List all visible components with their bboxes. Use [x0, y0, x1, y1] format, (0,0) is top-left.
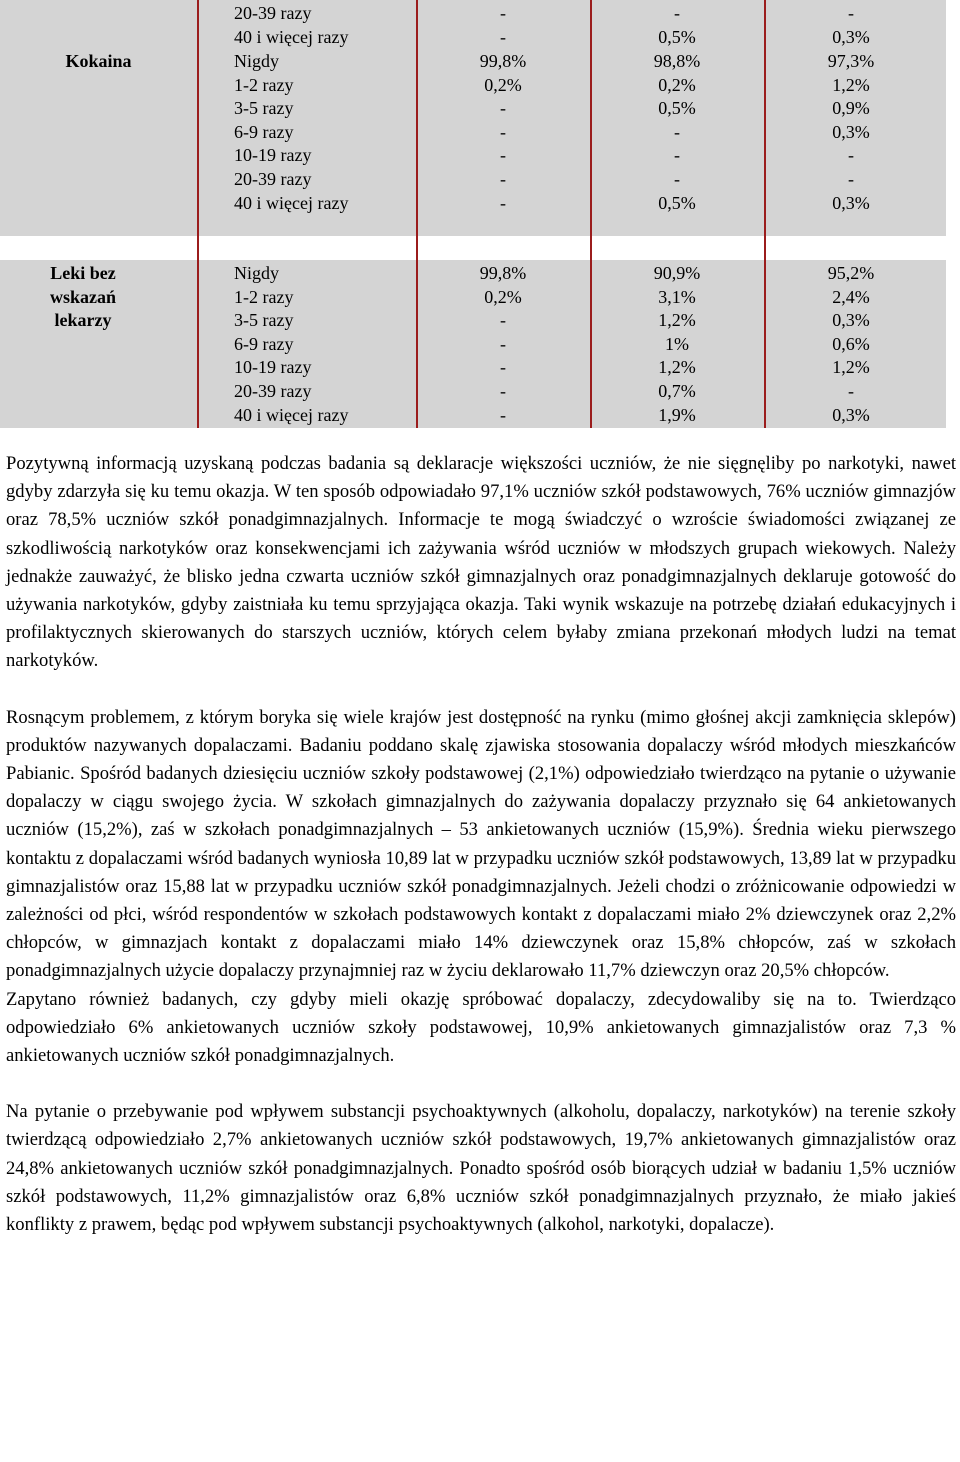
- value-column-primary: [440, 2, 566, 49]
- value-cell: 0,3%: [832, 310, 870, 331]
- value-cell: 0,6%: [832, 333, 870, 354]
- paragraph-school-influence: Na pytanie o przebywanie pod wpływem substancji psychoaktywnych (alkoholu, dopalaczy, narkotyków) na terenie szkoły twierdzącą odpowiedziało 2,7% ankietowanych uczniów szkół podstawowych, 19,7% ankietowanych gimnazjalistów oraz 24,8% ankietowanych uczniów szkół ponadgimnazjalnych. Ponadto spośród osób biorących udział w badaniu 1,5% uczniów szkół podstawowych, 11,2% gimnazjalistów oraz 6,8% uczniów szkół ponadgimnazjalnych przyznało, że miało jakieś konflikty z prawem, będąc pod wpływem substancji psychoaktywnych (alkohol, narkotyki, dopalacze).: [6, 1101, 956, 1236]
- value-cell: 1,2%: [658, 357, 696, 378]
- value-cell: 0,3%: [832, 26, 870, 47]
- value-cell: 1%: [665, 333, 689, 354]
- freq-cell: 40 i więcej razy: [234, 26, 349, 47]
- freq-cell: 20-39 razy: [234, 380, 312, 401]
- substance-label-cocaine: Kokaina: [65, 51, 132, 71]
- value-cell: 95,2%: [827, 263, 875, 283]
- value-cell: -: [674, 121, 680, 142]
- freq-cell: Nigdy: [234, 263, 279, 283]
- value-cell: -: [500, 98, 506, 119]
- value-column-gymnasium: [614, 50, 740, 215]
- value-cell: 99,8%: [479, 51, 527, 71]
- value-cell: 0,2%: [484, 286, 522, 307]
- value-cell: -: [848, 145, 854, 166]
- value-cell: 1,2%: [658, 310, 696, 331]
- column-divider: [416, 0, 418, 428]
- value-column-gymnasium: [614, 262, 740, 427]
- value-cell: 0,2%: [484, 74, 522, 95]
- freq-cell: 40 i więcej razy: [234, 192, 349, 213]
- substance-label-line: lekarzy: [54, 310, 112, 331]
- value-cell: 90,9%: [653, 263, 701, 283]
- value-cell: -: [500, 333, 506, 354]
- freq-cell: 20-39 razy: [234, 168, 312, 189]
- value-column-primary: [440, 262, 566, 427]
- freq-cell: 10-19 razy: [234, 357, 312, 378]
- value-column-secondary: [788, 2, 914, 49]
- value-cell: 0,3%: [832, 404, 870, 425]
- value-cell: 0,5%: [658, 192, 696, 213]
- freq-column: [234, 2, 348, 49]
- document-body: [6, 450, 956, 1239]
- value-cell: 0,3%: [832, 192, 870, 213]
- substance-label-line: Leki bez: [50, 263, 116, 283]
- value-cell: 99,8%: [479, 263, 527, 283]
- value-cell: -: [674, 168, 680, 189]
- value-cell: 2,4%: [832, 286, 870, 307]
- value-cell: -: [500, 121, 506, 142]
- value-cell: 0,2%: [658, 74, 696, 95]
- paragraph-positive-declarations: Pozytywną informacją uzyskaną podczas badania są deklaracje większości uczniów, że nie sięgnęliby po narkotyki, nawet gdyby zdarzyła się ku temu okazja. W ten sposób odpowiadało 97,1% uczniów szkół podstawowych, 76% uczniów gimnazjów oraz 78,5% uczniów szkół ponadgimnazjalnych. Informacje te mogą świadczyć o wzroście świadomości związanej ze szkodliwością narkotyków oraz konsekwencjami ich zażywania wśród uczniów w młodszych grupach wiekowych. Należy jednakże zauważyć, że blisko jedna czwarta uczniów szkół gimnazjalnych oraz ponadgimnazjalnych deklaruje gotowość do używania narkotyków, gdyby zaistniała ku temu sprzyjająca okazja. Taki wynik wskazuje na potrzebę działań edukacyjnych i profilaktycznych skierowanych do starszych uczniów, których celem byłaby zmiana przekonań młodych ludzi na temat narkotyków.: [6, 453, 956, 672]
- value-cell: -: [500, 168, 506, 189]
- freq-cell: 6-9 razy: [234, 333, 294, 354]
- value-cell: -: [674, 145, 680, 166]
- value-cell: -: [500, 380, 506, 401]
- paragraph-willingness: Zapytano również badanych, czy gdyby mieli okazję spróbować dopalaczy, zdecydowaliby się na to. Twierdząco odpowiedziało 6% ankietowanych uczniów szkoły podstawowej, 10,9% ankietowanych gimnazjalistów oraz 7,3 % ankietowanych uczniów szkół ponadgimnazjalnych.: [6, 988, 956, 1067]
- value-column-primary: [440, 50, 566, 215]
- freq-cell: 6-9 razy: [234, 121, 294, 142]
- column-divider: [764, 0, 766, 428]
- column-divider: [197, 0, 199, 428]
- freq-cell: 1-2 razy: [234, 74, 294, 95]
- substance-label-line: wskazań: [49, 286, 116, 307]
- value-cell: 97,3%: [827, 51, 875, 71]
- value-cell: -: [500, 192, 506, 213]
- freq-cell: 10-19 razy: [234, 145, 312, 166]
- value-cell: 0,5%: [658, 98, 696, 119]
- value-cell: 0,9%: [832, 98, 870, 119]
- value-cell: 1,2%: [832, 74, 870, 95]
- value-cell: 1,2%: [832, 357, 870, 378]
- value-cell: 0,3%: [832, 121, 870, 142]
- value-cell: 1,9%: [658, 404, 696, 425]
- freq-cell: 3-5 razy: [234, 98, 294, 119]
- value-cell: -: [848, 3, 854, 23]
- value-cell: 3,1%: [658, 286, 696, 307]
- value-cell: -: [848, 380, 854, 401]
- freq-column: [234, 262, 348, 427]
- value-column-secondary: [788, 50, 914, 215]
- value-cell: -: [500, 310, 506, 331]
- freq-cell: 40 i więcej razy: [234, 404, 349, 425]
- paragraph-legal-highs: Rosnącym problemem, z którym boryka się wiele krajów jest dostępność na rynku (mimo głośnej akcji zamknięcia sklepów) produktów nazywanych dopalaczami. Badaniu poddano skalę zjawiska stosowania dopalaczy wśród młodych mieszkańców Pabianic. Spośród badanych dziesięciu uczniów szkoły podstawowej (2,1%) odpowiedziało twierdząco na pytanie o używanie dopalaczy w ciągu swojego życia. W szkołach gimnazjalnych do zażywania dopalaczy przyznało się 64 ankietowanych uczniów (15,2%), zaś w szkołach ponadgimnazjalnych – 53 ankietowanych uczniów (15,9%). Średnia wieku pierwszego kontaktu z dopalaczami wśród badanych wyniosła 10,89 lat w przypadku uczniów szkół podstawowych, 13,89 lat w przypadku gimnazjalistów oraz 15,88 lat w przypadku uczniów szkół ponadgimnazjalnych. Jeżeli chodzi o zróżnicowanie odpowiedzi w zależności od płci, wśród respondentów w szkołach podstawowych kontakt z dopalaczami miało 2% dziewczynek oraz 2,2% chłopców, w gimnazjach kontakt z dopalaczami miało 14% dziewczynek oraz 15,8% chłopców, zaś w szkołach ponadgimnazjalnych użycie dopalaczy przynajmniej raz w życiu deklarowało 11,7% dziewczyn oraz 20,5% chłopców.: [6, 706, 956, 982]
- value-cell: -: [500, 3, 506, 23]
- freq-cell: 20-39 razy: [234, 3, 312, 23]
- table-band-gap: [0, 236, 946, 260]
- freq-cell: Nigdy: [234, 51, 279, 71]
- value-cell: 0,5%: [658, 26, 696, 47]
- freq-column: [234, 50, 348, 215]
- value-cell: -: [674, 3, 680, 23]
- value-column-secondary: [788, 262, 914, 427]
- freq-cell: 3-5 razy: [234, 310, 294, 331]
- value-cell: 0,7%: [658, 380, 696, 401]
- value-cell: -: [500, 357, 506, 378]
- value-cell: 98,8%: [653, 51, 701, 71]
- survey-table: [0, 0, 960, 428]
- value-column-gymnasium: [614, 2, 740, 49]
- value-cell: -: [848, 168, 854, 189]
- column-divider: [590, 0, 592, 428]
- freq-cell: 1-2 razy: [234, 286, 294, 307]
- substance-label-medications: [0, 262, 166, 333]
- value-cell: -: [500, 26, 506, 47]
- value-cell: -: [500, 404, 506, 425]
- value-cell: -: [500, 145, 506, 166]
